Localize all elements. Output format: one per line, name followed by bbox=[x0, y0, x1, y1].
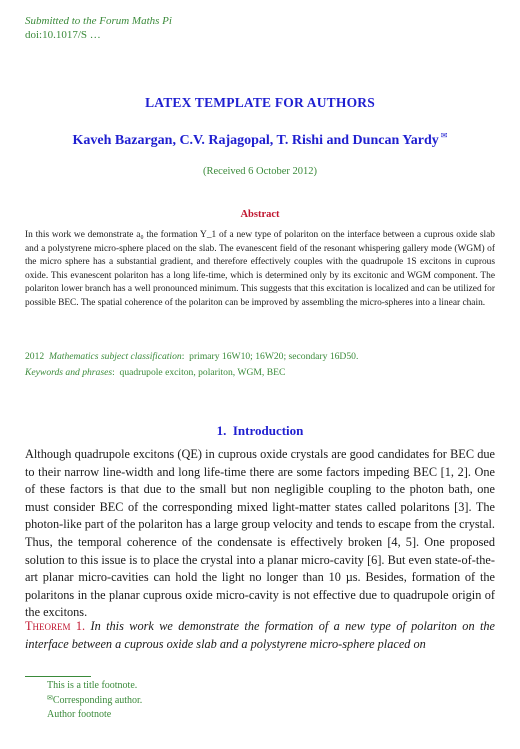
classification-block bbox=[25, 349, 358, 381]
keywords-line: Keywords and phrases: quadrupole exciton, polariton, WGM, BEC bbox=[25, 367, 286, 378]
envelope-icon[interactable]: ✉ bbox=[440, 131, 448, 140]
corresponding-footnote: ✉Corresponding author. bbox=[47, 694, 143, 707]
doi: doi:10.1017/S … bbox=[25, 29, 101, 41]
keywords-value: quadrupole exciton, polariton, WGM, BEC bbox=[119, 367, 286, 378]
msc-label: Mathematics subject classification bbox=[48, 351, 182, 362]
journal-name: Submitted to the Forum Maths Pi bbox=[25, 15, 172, 27]
intro-paragraph: Although quadrupole excitons (QE) in cuprous oxide crystals are good candidates for BEC due to their narrow line-width and long life-time there are some factors impeding BEC [1, 2]. One of these factors is that due to the small but non negligible coupling to the photon bath, one must consider BEC of the corresponding mixed light-matter states called polaritons [3]. The photon-like part of the polariton has a large group velocity and tends to escape from the crystal. Thus, the temporal coherence of the condensate is effectively broken [4, 5]. One proposed solution to this issue is to place the crystal into a planar micro-cavity [6]. But even state-of-the-art planar micro-cavities can hold the light no longer than 10 µs. Besides, formation of the polaritons in the planar cuprous oxide micro-cavity is not effective due to quadrupole origin of the excitons. bbox=[25, 447, 495, 620]
title-footnote: This is a title footnote. bbox=[47, 680, 138, 691]
msc-line: 2012 Mathematics subject classification: primary 16W10; 16W20; secondary 16D50. bbox=[25, 351, 359, 362]
authors-text[interactable]: Kaveh Bazargan, C.V. Rajagopal, T. Rishi and Duncan Yardy bbox=[72, 133, 439, 148]
section-heading bbox=[0, 423, 520, 439]
msc-year: 2012 bbox=[25, 351, 45, 362]
section-title: Introduction bbox=[232, 423, 304, 438]
envelope-icon: ✉ bbox=[47, 694, 53, 703]
msc-value: primary 16W10; 16W20; secondary 16D50. bbox=[189, 351, 359, 362]
author-list bbox=[0, 131, 520, 149]
author-footnote: Author footnote bbox=[47, 708, 112, 720]
running-header bbox=[25, 14, 172, 42]
section-number: 1. bbox=[216, 423, 227, 438]
theorem-block bbox=[25, 618, 495, 653]
theorem-text: In this work we demonstrate the formation of a new type of polariton on the interface between a cuprous oxide slab and a polystyrene micro-sphere placed on bbox=[25, 619, 495, 651]
paper-title: LATEX TEMPLATE FOR AUTHORS bbox=[145, 95, 375, 110]
abstract-heading: Abstract bbox=[240, 209, 280, 220]
keywords-label: Keywords and phrases bbox=[25, 367, 113, 378]
footnote-rule bbox=[25, 676, 91, 677]
theorem-label: Theorem 1. bbox=[25, 619, 86, 633]
footnotes bbox=[47, 679, 142, 721]
abstract-text: In this work we demonstrate a₀ the formation Y_1 of a new type of polariton on the interface between a cuprous oxide slab and a polystyrene micro-sphere placed on the slab. The evanescent field of the resonant whispering gallery mode (WGM) of the micro sphere has a substantial gradient, and therefore effectively couples with the quadrupole 1S excitons in cuprous oxide. This evanescent polariton has a long life-time, which is determined only by its excitonic and WGM component. The polariton lower branch has a well pronounced minimum. This suggests that this excitation is localized and can be utilized for possible BEC. The spatial coherence of the polariton can be improved by assembling the micro-spheres into a linear chain. bbox=[25, 230, 495, 308]
received-date: (Received 6 October 2012) bbox=[203, 166, 317, 177]
